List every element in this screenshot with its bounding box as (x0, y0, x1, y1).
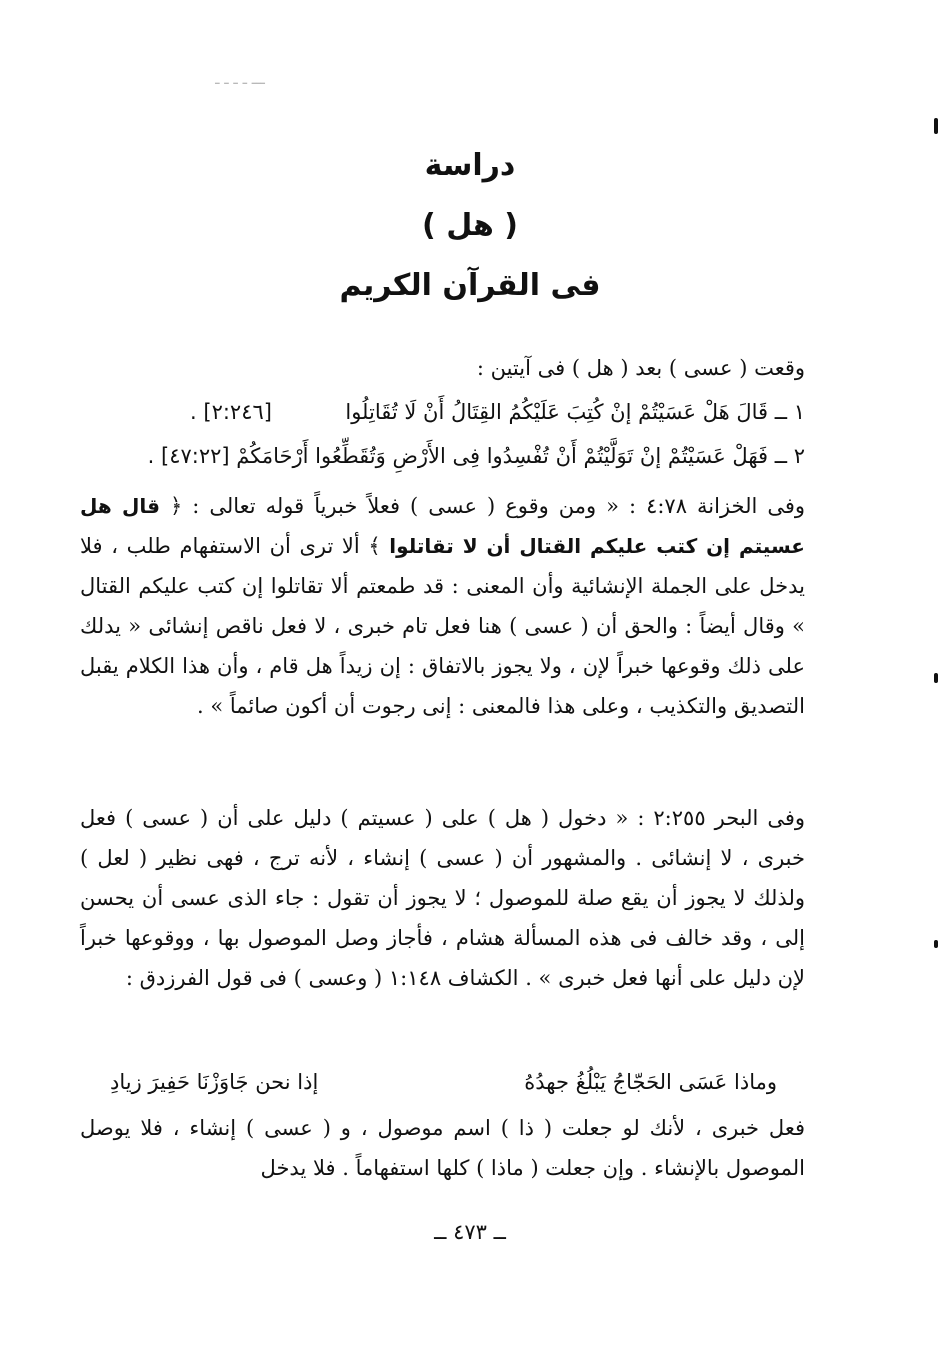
ayah-1 (80, 392, 805, 432)
ayah-2-ref: [٤٧:٢٢] . (147, 444, 230, 468)
margin-mark (934, 940, 938, 948)
margin-mark (934, 118, 938, 134)
title-line-hal: ( هل ) (422, 208, 518, 243)
para1-pre: وفى الخزانة ٤:٧٨ : « ومن وقوع ( عسى ) فعلاً خبرياً قوله تعالى : ﴿ (169, 494, 805, 518)
ayah-2-text: ٢ ــ فَهَلْ عَسَيْتُمْ إنْ تَوَلَّيْتُمْ أَنْ تُفْسِدُوا فِى الأَرْضِ وَتُقَطِّعُوا أَرْحَامَكُمْ (236, 444, 805, 468)
ayah-1-text: ١ ــ قَالَ هَلْ عَسَيْتُمْ إنْ كُتِبَ عَلَيْكُمُ القِتَالُ أَنْ لَا تُقَاتِلُوا (345, 400, 805, 424)
ayah-1-ref: [٢:٢٤٦] . (190, 400, 272, 424)
verse-hemistich-1: وماذا عَسَى الحَجّاجُ يَبْلُغُ جهدُهُ (524, 1070, 777, 1094)
verse-hemistich-2: إذا نحن جَاوَزْنَا حَفِيرَ زيادِ (110, 1070, 319, 1094)
page-number: ــ ٤٧٣ ــ (434, 1220, 506, 1244)
intro-line: وقعت ( عسى ) بعد ( هل ) فى آيتين : (476, 356, 805, 380)
ayah-2 (80, 436, 805, 476)
paragraph-khabari: فعل خبرى ، لأنك لو جعلت ( ذا ) اسم موصول ، و ( عسى ) إنشاء ، فلا يوصل الموصول بالإنشاء . وإن جعلت ( ماذا ) كلها استفهاماً . فلا يدخل (80, 1116, 805, 1180)
paragraph-bahr: وفى البحر ٢:٢٥٥ : « دخول ( هل ) على ( عسيتم ) دليل على أن ( عسى ) فعل خبرى ، لا إنشائى . والمشهور أن ( عسى ) إنشاء ، لأنه ترج ، فهى نظير ( لعل ) ولذلك لا يجوز أن يقع صلة للموصول ؛ لا يجوز أن تقول : جاء الذى عسى أن يحسن إلى ، وقد خالف فى هذه المسألة هشام ، فأجاز وصل الموصول بها ، ووقوعها خبراً لإن دليل على أنها فعل خبرى » . الكشاف ١:١٤٨ ( وعسى ) فى قول الفرزدق : (80, 806, 805, 990)
poetry-verse (80, 1062, 805, 1102)
para1-post: ﴾ ألا ترى أن الاستفهام طلب ، فلا يدخل على الجملة الإنشائية وأن المعنى : قد طمعتم ألا تقاتلوا إن كتب عليكم القتال » وقال أيضاً : والحق أن ( عسى ) هنا فعل تام خبرى ، لا فعل ناقص إنشائى « يدلك على ذلك وقوعها خبراً لإن ، ولا يجوز بالاتفاق : إن زيداً هل قام ، وأن هذا الكلام يقبل التصديق والتكذيب ، وعلى هذا فالمعنى : إنى رجوت أن أكون صائماً » . (80, 534, 805, 718)
title-line-study: دراسة (424, 148, 516, 183)
title-line-quran: فى القرآن الكريم (339, 268, 601, 303)
margin-mark (934, 673, 938, 683)
para1-quote: قال هل عسيتم إن كتب عليكم القتال أن لا تقاتلوا (80, 494, 805, 558)
paragraph-khizana (80, 486, 805, 786)
faint-header-text: ـــ ـ ـ ـ ـ (215, 70, 265, 88)
